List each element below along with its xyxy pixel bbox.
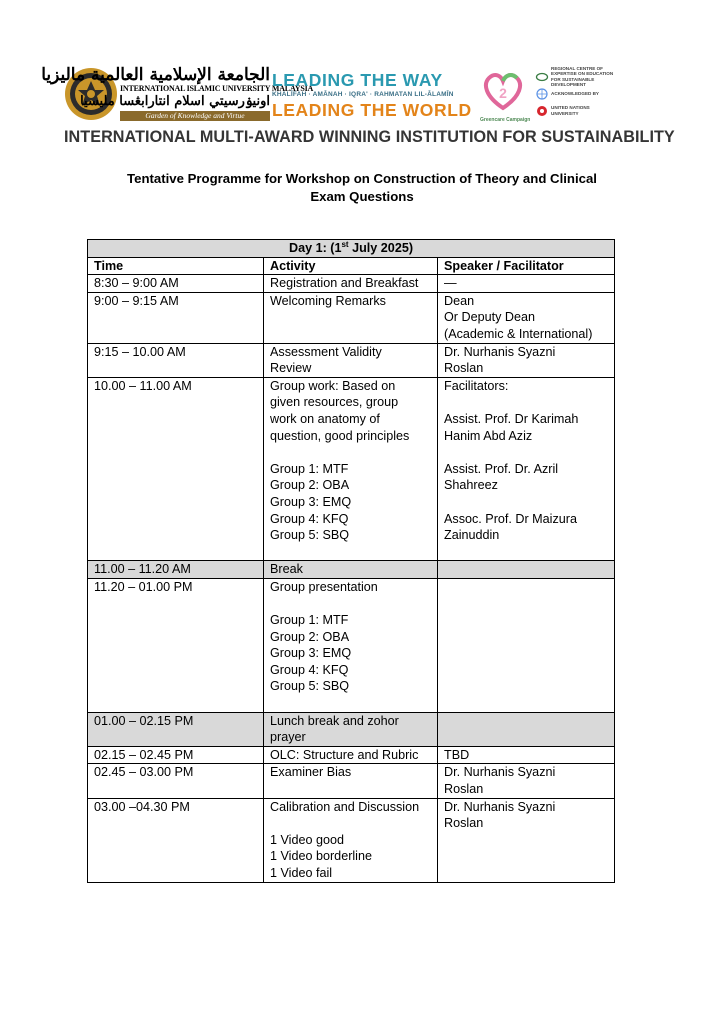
cell-speaker [438, 275, 615, 293]
activity-line: Group 3: EMQ [270, 494, 352, 509]
document-title [70, 170, 654, 206]
activity-line: 1 Video borderline [270, 849, 372, 864]
cell-activity [264, 343, 438, 377]
blank-line [444, 494, 608, 511]
activity-line: Group 1: MTF [270, 613, 349, 628]
blank-line [270, 444, 431, 461]
cell-speaker [438, 798, 615, 882]
activity-line: Group 3: EMQ [270, 646, 352, 661]
speaker-line: Roslan [444, 816, 484, 831]
arabic-name: الجامعة الإسلامية العالمية ماليزيا [41, 65, 270, 85]
cell-speaker [438, 292, 615, 343]
activity-line: work on anatomy of [270, 411, 380, 426]
greencare-logo [480, 70, 531, 124]
cell-activity [264, 746, 438, 764]
cell-activity [264, 712, 438, 746]
speaker-line: — [444, 276, 457, 291]
speaker-line: TBD [444, 747, 470, 762]
programme-table [87, 239, 615, 883]
speaker-line: Dr. Nurhanis Syazni [444, 344, 556, 359]
title-line-2: Exam Questions [310, 189, 414, 204]
speaker-line: Or Deputy Dean [444, 310, 535, 325]
leading-the-world: LEADING THE WORLD [272, 100, 472, 120]
activity-line: Group presentation [270, 579, 378, 594]
table-row [88, 292, 615, 343]
activity-line: Group work: Based on [270, 378, 396, 393]
speaker-line: (Academic & International) [444, 326, 593, 341]
cell-time: 8:30 – 9:00 AM [88, 275, 264, 293]
activity-line: Lunch break and zohor [270, 713, 399, 728]
blank-line [270, 695, 431, 712]
iium-wordmark [41, 65, 314, 124]
core-values: KHALĪFAH · AMĀNAH · IQRA' · RAHMATAN LIL-ĀLAMĪN [272, 91, 454, 98]
cell-speaker [438, 343, 615, 377]
activity-line: Group 2: OBA [270, 478, 350, 493]
activity-line: Group 2: OBA [270, 629, 350, 644]
activity-line: Group 1: MTF [270, 461, 349, 476]
activity-line: Calibration and Discussion [270, 799, 420, 814]
leading-slogan [272, 70, 477, 126]
speaker-line: Assist. Prof. Dr. Azril [444, 461, 559, 476]
activity-line: Examiner Bias [270, 765, 352, 780]
cell-activity [264, 292, 438, 343]
activity-line: question, good principles [270, 428, 410, 443]
header-speaker: Speaker / Facilitator [438, 257, 615, 275]
cell-activity [264, 377, 438, 561]
speaker-line: Dr. Nurhanis Syazni [444, 765, 556, 780]
cell-activity [264, 275, 438, 293]
speaker-line: Facilitators: [444, 378, 509, 393]
cell-speaker [438, 578, 615, 712]
activity-line: OLC: Structure and Rubric [270, 747, 419, 762]
cell-time: 01.00 – 02.15 PM [88, 712, 264, 746]
activity-line: Registration and Breakfast [270, 276, 419, 291]
day-prefix: Day 1: (1 [288, 241, 342, 255]
table-row [88, 275, 615, 293]
cell-speaker [438, 712, 615, 746]
cell-activity [264, 561, 438, 579]
blank-line [444, 394, 608, 411]
table-row [88, 578, 615, 712]
cell-time: 10.00 – 11.00 AM [88, 377, 264, 561]
cell-time: 02.15 – 02.45 PM [88, 746, 264, 764]
cell-activity [264, 798, 438, 882]
rce-logo-icon [536, 71, 548, 83]
day-header [88, 240, 615, 258]
activity-line: Group 4: KFQ [270, 511, 349, 526]
university-motto: Garden of Knowledge and Virtue [120, 111, 270, 121]
header-banner [41, 62, 614, 130]
header-time: Time [88, 257, 264, 275]
cell-speaker [438, 561, 615, 579]
speaker-line: Assoc. Prof. Dr Maizura [444, 511, 577, 526]
day-superscript: st [341, 239, 349, 249]
activity-line: given resources, group [270, 395, 399, 410]
rce-text: REGIONAL CENTRE OF EXPERTISE ON EDUCATION FOR SUSTAINABLE DEVELOPMENT [551, 65, 614, 87]
speaker-line: Dr. Nurhanis Syazni [444, 799, 556, 814]
university-name: INTERNATIONAL ISLAMIC UNIVERSITY MALAYSIA [120, 84, 314, 93]
table-row [88, 764, 615, 798]
table-row [88, 798, 615, 882]
leading-the-way: LEADING THE WAY [272, 70, 443, 90]
partner-logos [536, 65, 614, 124]
speaker-line: Shahreez [444, 478, 498, 493]
speaker-line: Dean [444, 293, 475, 308]
cell-speaker [438, 764, 615, 798]
header-activity: Activity [264, 257, 438, 275]
cell-time: 9:00 – 9:15 AM [88, 292, 264, 343]
table-row [88, 712, 615, 746]
institution-tagline: INTERNATIONAL MULTI-AWARD WINNING INSTITUTION FOR SUSTAINABILITY [64, 128, 675, 146]
un-text: ACKNOWLEDGED BY [551, 90, 599, 96]
cell-speaker [438, 377, 615, 561]
activity-line: 1 Video good [270, 832, 345, 847]
table-header-row [88, 257, 615, 275]
speaker-line: Hanim Abd Aziz [444, 428, 533, 443]
table-row [88, 377, 615, 561]
activity-line: prayer [270, 730, 306, 745]
cell-speaker [438, 746, 615, 764]
day-suffix: July 2025) [348, 241, 414, 255]
cell-time: 03.00 –04.30 PM [88, 798, 264, 882]
cell-activity [264, 764, 438, 798]
heart-icon [481, 70, 525, 112]
unu-text: UNITED NATIONS UNIVERSITY [551, 105, 590, 116]
activity-line: Group 5: SBQ [270, 679, 350, 694]
activity-line: Review [270, 361, 312, 376]
jawi-name: اونيۏرسيتي اسلام انتارابڠسا مليسيا [80, 94, 270, 109]
speaker-line: Assist. Prof. Dr Karimah [444, 411, 579, 426]
cell-activity [264, 578, 438, 712]
speaker-line: Roslan [444, 782, 484, 796]
cell-time: 02.45 – 03.00 PM [88, 764, 264, 798]
speaker-line: Roslan [444, 361, 484, 376]
table-row [88, 561, 615, 579]
blank-line [270, 544, 431, 561]
activity-line: Group 4: KFQ [270, 662, 349, 677]
activity-line: Welcoming Remarks [270, 293, 386, 308]
campaign-caption: Greencare Campaign [480, 117, 531, 123]
cell-time: 11.00 – 11.20 AM [88, 561, 264, 579]
un-globe-icon [536, 88, 548, 100]
table-row [88, 343, 615, 377]
activity-line: Assessment Validity [270, 344, 382, 359]
cell-time: 9:15 – 10.00 AM [88, 343, 264, 377]
activity-line: 1 Video fail [270, 865, 333, 880]
activity-line: Group 5: SBQ [270, 528, 350, 543]
speaker-line: Zainuddin [444, 528, 500, 543]
cell-time: 11.20 – 01.00 PM [88, 578, 264, 712]
blank-line [270, 815, 431, 832]
title-line-1: Tentative Programme for Workshop on Construction of Theory and Clinical [127, 171, 597, 186]
activity-line: Break [270, 562, 303, 577]
table-row [88, 746, 615, 764]
blank-line [270, 595, 431, 612]
unu-logo-icon [536, 105, 548, 117]
svg-text:2: 2 [499, 85, 507, 101]
blank-line [444, 444, 608, 461]
